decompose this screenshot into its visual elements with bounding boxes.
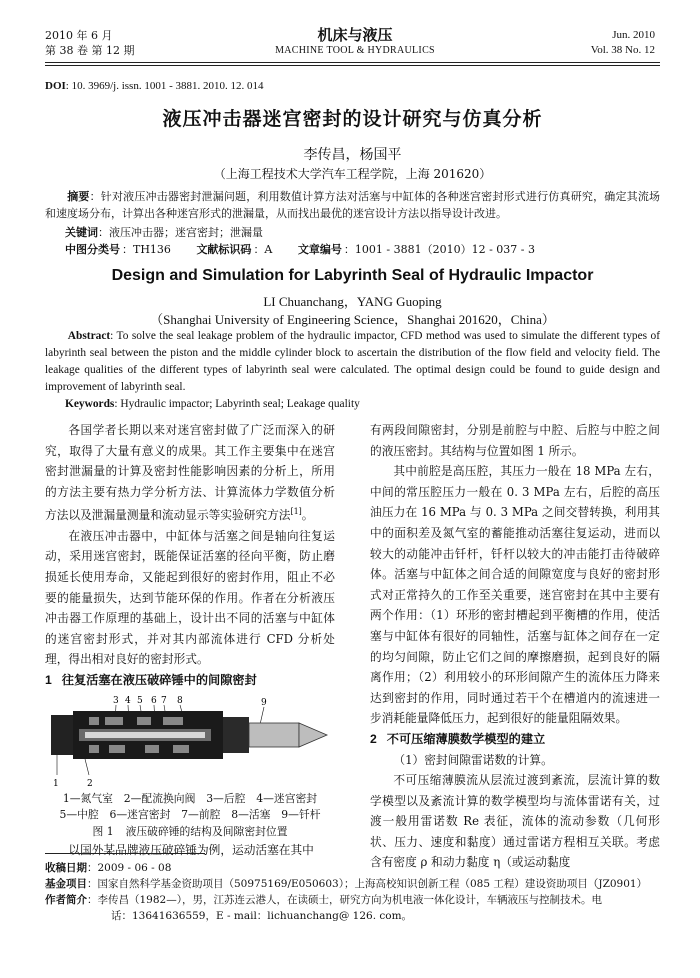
left-paragraph-3: 以国外某品牌液压破碎锤为例，运动活塞在其中 — [68, 842, 314, 857]
figure-1-label: 图 1 — [92, 824, 114, 838]
fund-label: 基金项目 — [45, 878, 87, 890]
keywords-cn-text: ：液压冲击器；迷宫密封；泄漏量 — [98, 226, 263, 239]
journal-name-en: MACHINE TOOL & HYDRAULICS — [275, 45, 435, 56]
section-1-number: 1 — [45, 673, 52, 688]
title-cn: 液压冲击器迷宫密封的设计研究与仿真分析 — [162, 108, 543, 130]
section-2-heading — [370, 729, 660, 750]
abstract-cn-label: 摘要 — [67, 190, 90, 203]
abstract-en — [45, 328, 660, 396]
abstract-cn-text: ：针对液压冲击器密封泄漏问题，利用数值计算方法对活塞与中缸体的各种迷宫密封形式进行仿真研究，确定其流场和速度场分布，计算出各种迷宫形式的泄漏量，从而找出最优的迷宫设计方法以指导设计改进。 — [45, 190, 661, 220]
received-label: 收稿日期 — [45, 862, 87, 874]
section-1-heading — [45, 670, 335, 691]
callout-2: 2 — [87, 778, 93, 789]
doc-code — [196, 243, 272, 256]
left-column — [45, 420, 335, 860]
callout-5: 5 — [137, 695, 143, 706]
author-value: ：李传昌（1982—），男，江苏连云港人，在读硕士，研究方向为机电液一体化设计，车辆液压与控制技术。电 — [87, 894, 602, 906]
doc-value: ：A — [253, 243, 273, 256]
article-value: ：1001 - 3881（2010）12 - 037 - 3 — [343, 243, 535, 256]
volume-en: Vol. 38 No. 12 — [590, 44, 655, 56]
header-left — [45, 28, 134, 58]
hydraulic-breaker-diagram — [45, 693, 335, 791]
callout-6: 6 — [151, 695, 157, 706]
right-paragraph-1: 有两段间隙密封，分别是前腔与中腔、后腔与中腔之间的液压密封。其结构与位置如图 1 所示。 — [370, 423, 660, 458]
right-column — [370, 420, 660, 873]
author-label: 作者简介 — [45, 894, 87, 906]
footnote-rule — [45, 853, 205, 854]
fund-value: ：国家自然科学基金资助项目（50975169/E050603）；上海高校知识创新工程（085 工程）建设资助项目（JZ0901） — [87, 878, 648, 890]
figure-legend-line-1: 1—氮气室 2—配流换向阀 3—后腔 4—迷宫密封 — [62, 791, 318, 805]
affiliation-en: （Shanghai University of Engineering Science，Shanghai 201620，China） — [150, 312, 555, 327]
callout-8: 8 — [177, 695, 183, 706]
author-contact: 话：13641636559，E - mail：lichuanchang@ 126. com。 — [111, 910, 413, 922]
fund-info — [45, 876, 660, 892]
section-2-title: 不可压缩薄膜数学模型的建立 — [386, 731, 546, 746]
issue-date-cn: 2010 年 6 月 — [45, 29, 113, 42]
affiliation-cn: （上海工程技术大学汽车工程学院，上海 201620） — [213, 167, 492, 181]
section-1-title: 往复活塞在液压破碎锤中的间隙密封 — [61, 673, 257, 688]
header-rule — [45, 62, 660, 63]
left-p1-text: 各国学者长期以来对迷宫密封做了广泛而深入的研究，取得了大量有意义的成果。其工作主要集中在迷宫密封泄漏量的计算及密封性能影响因素的分析上，所用的方法主要有热力学分析方法、计算流体力学数值分析方法以及泄漏量测量和流动显示等实验研究方法 — [45, 423, 335, 523]
footnote-block — [45, 860, 660, 924]
abstract-cn — [45, 188, 660, 222]
volume-cn: 第 38 卷 第 12 期 — [45, 44, 135, 57]
title-en: Design and Simulation for Labyrinth Seal of Hydraulic Impactor — [111, 267, 594, 284]
doi-label: DOI — [45, 80, 66, 92]
authors-cn: 李传昌，杨国平 — [303, 147, 402, 163]
journal-name-cn: 机床与液压 — [317, 26, 393, 44]
callout-4: 4 — [125, 695, 131, 706]
keywords-en-text: : Hydraulic impactor; Labyrinth seal; Leakage quality — [114, 398, 360, 410]
received-date — [45, 860, 660, 876]
keywords-en — [65, 396, 660, 412]
article-label: 文章编号 — [297, 243, 342, 256]
keywords-cn — [65, 225, 660, 241]
callout-3: 3 — [113, 695, 119, 706]
piston — [85, 732, 205, 738]
keywords-cn-label: 关键词 — [65, 226, 98, 239]
front-head — [223, 717, 249, 753]
left-paragraph-1 — [45, 420, 335, 526]
figure-1-caption — [45, 823, 335, 840]
callout-7: 7 — [161, 695, 167, 706]
issue-date-en: Jun. 2010 — [612, 29, 655, 41]
clc-code — [65, 243, 171, 256]
callout-9: 9 — [261, 697, 267, 708]
article-number — [298, 243, 535, 256]
header-rule-thin — [45, 65, 660, 66]
doc-label: 文献标识码 — [196, 243, 252, 256]
right-paragraph-2: 其中前腔是高压腔，其压力一般在 18 MPa 左右，中间的常压腔压力一般在 0. 3 MPa 左右，后腔的高压油压力在 16 MPa 与 0. 3 MPa 之间交替转换，利用其中的面积差及氮气室的蓄能推动活塞往复运动，进而以较大的动能冲击钎杆，钎杆以较大的冲击能打击待破碎体。活塞与中缸体之间合适的间隙宽度与良好的密封形式对正常持久的工作至关重要，迷宫密封在其中主要有两个作用：（1）环形的密封槽起到平衡槽的作用，使活塞与中缸体有很好的同轴性，活塞与缸体之间存在一定的均匀间隙，防止它们之间的摩擦磨损，起到良好的隔离作用；（2）利用较小的环形间隙产生的流体压力降来达到密封的作用，同时通过若干个在槽道内的流速进一步消耗能量降低压力，起到很好的能量阻隔效果。 — [370, 464, 660, 726]
left-paragraph-2: 在液压冲击器中，中缸体与活塞之间是轴向往复运动，采用迷宫密封，既能保证活塞的径向平衡，防止磨损延长使用寿命，又能起到很好的密封作用，阻止不必要的能量损失，达到节能环保的作用。作者在分析液压冲击器工作原理的基础上，设计出不同的活塞与中缸体的迷宫密封形式，并对其内部流体进行 CFD 分析处理，得出相对良好的密封形式。 — [45, 528, 335, 667]
classification-line — [65, 242, 660, 258]
figure-1 — [45, 693, 335, 791]
callout-1: 1 — [53, 778, 59, 789]
header-center — [210, 26, 500, 58]
authors-en: LI Chuanchang，YANG Guoping — [263, 294, 442, 309]
received-value: ：2009 - 06 - 08 — [87, 862, 172, 874]
abstract-en-text: : To solve the seal leakage problem of the hydraulic impactor, CFD method was used to simulate the different types of labyrinth seal between the piston and the middle cylinder block to ascertain the distribution of the flow field and velocity field. The leakage qualities of the different types of labyrinth seal were calculated. The optimal design could be found to guide design and improvement of labyrinth seal. — [45, 330, 660, 393]
abstract-en-label: Abstract — [67, 330, 111, 342]
header-right — [591, 28, 655, 58]
clc-label: 中图分类号 — [65, 243, 120, 256]
chisel-rod — [249, 723, 299, 747]
clc-value: ：TH136 — [122, 243, 171, 256]
citation-1: [1] — [290, 507, 302, 517]
right-paragraph-3: 不可压缩薄膜流从层流过渡到紊流，层流计算的数学模型以及紊流计算的数学模型均与流体雷诺有关，过渡一般用雷诺数 Re 表征，流体的流动参数（几何形状、压力、速度和黏度）通过雷诺方程相互关联。考虑含有密度 ρ 和动力黏度 η（或运动黏度 — [370, 773, 660, 870]
figure-1-caption-text: 液压破碎锤的结构及间隙密封位置 — [125, 824, 288, 838]
left-p1-end: 。 — [301, 508, 314, 523]
doi-value: : 10. 3969/j. issn. 1001 - 3881. 2010. 12. 014 — [65, 80, 264, 92]
nitrogen-chamber-block — [51, 715, 73, 755]
subsection-1: （1）密封间隙雷诺数的计算。 — [393, 752, 553, 767]
section-2-number: 2 — [370, 731, 377, 746]
doi-line — [45, 80, 263, 92]
author-info — [45, 892, 660, 908]
keywords-en-label: Keywords — [65, 398, 115, 410]
figure-legend-line-2: 5—中腔 6—迷宫密封 7—前腔 8—活塞 9—钎杆 — [59, 807, 321, 821]
